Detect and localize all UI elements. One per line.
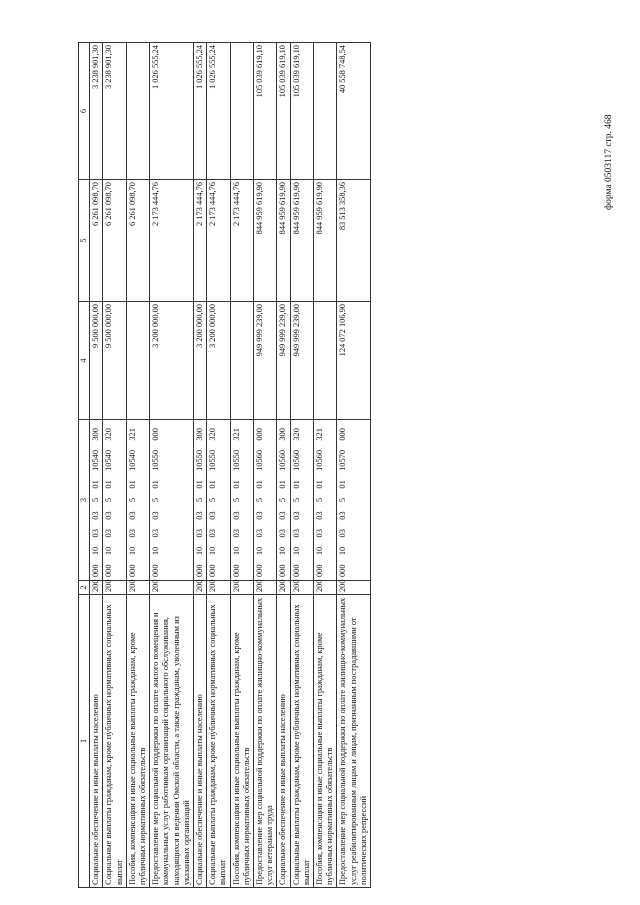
unexecuted-amount-cell: 3 238 901,30 xyxy=(103,43,126,180)
code-segment: 01 xyxy=(208,480,218,489)
approved-amount-cell: 3 200 000,00 xyxy=(207,302,230,420)
unexecuted-amount-cell: 105 039 619,10 xyxy=(254,43,277,180)
code-segment: 5 xyxy=(338,497,348,503)
code-segment: 03 xyxy=(231,511,241,520)
executed-amount-cell: 844 959 619,90 xyxy=(290,180,313,302)
column-header: 1 xyxy=(79,595,90,888)
expense-name-cell: Пособия, компенсации и иные социальные выплаты гражданам, кроме публичных нормативных обязательств xyxy=(314,595,337,888)
code-segment: 10540 xyxy=(91,449,101,471)
code-segment: 03 xyxy=(104,529,114,538)
code-segment: 03 xyxy=(291,511,301,520)
code-segment: 000 xyxy=(315,564,325,577)
code-segment: 03 xyxy=(291,529,301,538)
column-header: 2 xyxy=(79,581,90,595)
unexecuted-amount-cell xyxy=(314,43,337,180)
code-segment: 10540 xyxy=(104,449,114,471)
code-segment: 10 xyxy=(315,546,325,556)
code-segment: 03 xyxy=(104,511,114,520)
code-segment: 000 xyxy=(208,564,218,577)
code-segment: 03 xyxy=(315,511,325,520)
code-segment: 10550 xyxy=(208,449,218,471)
approved-amount-cell: 3 200 000,00 xyxy=(150,302,194,420)
code-segment: 01 xyxy=(278,480,288,489)
line-code-cell: 200 xyxy=(337,581,371,595)
executed-amount-cell: 844 959 619,90 xyxy=(254,180,277,302)
line-code-cell: 200 xyxy=(290,581,313,595)
table-row xyxy=(290,43,313,888)
code-segment: 10 xyxy=(104,546,114,556)
table-row xyxy=(90,43,103,888)
code-segment: 10 xyxy=(91,546,101,556)
table-row xyxy=(207,43,230,888)
budget-classification-code-cell xyxy=(277,420,290,581)
expense-name-cell: Предоставление мер социальной поддержки по оплате жилищно-коммунальных услуг реабилитированным лицам и лицам, признанным пострадавшими от политических репрессий xyxy=(337,595,371,888)
column-header: 5 xyxy=(79,180,90,302)
unexecuted-amount-cell: 1 026 555,24 xyxy=(150,43,194,180)
executed-amount-cell: 6 261 098,70 xyxy=(90,180,103,302)
column-header: 4 xyxy=(79,302,90,420)
budget-classification-code-cell xyxy=(150,420,194,581)
budget-classification-code-cell xyxy=(126,420,149,581)
executed-amount-cell: 2 173 444,76 xyxy=(207,180,230,302)
code-segment: 5 xyxy=(127,497,137,503)
code-segment: 01 xyxy=(255,480,265,489)
budget-classification-code-cell xyxy=(194,420,207,581)
code-segment: 03 xyxy=(315,529,325,538)
code-segment: 03 xyxy=(91,511,101,520)
table-row xyxy=(150,43,194,888)
classification-code xyxy=(292,422,302,577)
code-segment: 000 xyxy=(338,428,348,441)
code-segment: 10 xyxy=(151,546,161,556)
code-segment: 321 xyxy=(315,428,325,441)
budget-classification-code-cell xyxy=(90,420,103,581)
budget-classification-code-cell xyxy=(337,420,371,581)
classification-code xyxy=(91,422,101,577)
expense-name-cell: Пособия, компенсации и иные социальные выплаты гражданам, кроме публичных нормативных обязательств xyxy=(126,595,149,888)
code-segment: 320 xyxy=(208,428,218,441)
code-segment: 000 xyxy=(255,564,265,577)
code-segment: 5 xyxy=(278,497,288,503)
code-segment: 01 xyxy=(127,480,137,489)
code-segment: 10 xyxy=(338,546,348,556)
code-segment: 10 xyxy=(278,546,288,556)
code-segment: 10550 xyxy=(195,449,205,471)
approved-amount-cell: 9 500 000,00 xyxy=(90,302,103,420)
line-code-cell: 200 xyxy=(194,581,207,595)
code-segment: 10560 xyxy=(278,449,288,471)
code-segment: 5 xyxy=(195,497,205,503)
code-segment: 03 xyxy=(338,511,348,520)
code-segment: 5 xyxy=(151,497,161,503)
executed-amount-cell: 844 959 619,90 xyxy=(314,180,337,302)
expense-name-cell: Предоставление мер социальной поддержки по оплате жилищно-коммунальных услуг ветеранам труда xyxy=(254,595,277,888)
executed-amount-cell: 2 173 444,76 xyxy=(150,180,194,302)
unexecuted-amount-cell: 40 558 748,54 xyxy=(337,43,371,180)
unexecuted-amount-cell: 105 039 619,10 xyxy=(290,43,313,180)
code-segment: 10 xyxy=(291,546,301,556)
code-segment: 320 xyxy=(104,428,114,441)
code-segment: 10560 xyxy=(291,449,301,471)
classification-code xyxy=(232,422,242,577)
budget-classification-code-cell xyxy=(314,420,337,581)
table-row xyxy=(103,43,126,888)
approved-amount-cell xyxy=(126,302,149,420)
code-segment: 5 xyxy=(255,497,265,503)
code-segment: 03 xyxy=(231,529,241,538)
classification-code xyxy=(104,422,114,577)
expense-name-cell: Пособия, компенсации и иные социальные выплаты гражданам, кроме публичных нормативных обязательств xyxy=(230,595,253,888)
table-row xyxy=(126,43,149,888)
approved-amount-cell xyxy=(314,302,337,420)
line-code-cell: 200 xyxy=(90,581,103,595)
code-segment: 01 xyxy=(195,480,205,489)
expense-name-cell: Социальные выплаты гражданам, кроме публичных нормативных социальных выплат xyxy=(290,595,313,888)
approved-amount-cell xyxy=(230,302,253,420)
code-segment: 03 xyxy=(278,529,288,538)
code-segment: 320 xyxy=(291,428,301,441)
code-segment: 10570 xyxy=(338,449,348,471)
expense-name-cell: Социальные выплаты гражданам, кроме публичных нормативных социальных выплат xyxy=(207,595,230,888)
code-segment: 01 xyxy=(315,480,325,489)
unexecuted-amount-cell: 1 026 555,24 xyxy=(207,43,230,180)
code-segment: 10 xyxy=(255,546,265,556)
line-code-cell: 200 xyxy=(254,581,277,595)
line-code-cell: 200 xyxy=(314,581,337,595)
code-segment: 03 xyxy=(208,511,218,520)
code-segment: 000 xyxy=(151,564,161,577)
table-row xyxy=(194,43,207,888)
code-segment: 10 xyxy=(127,546,137,556)
code-segment: 300 xyxy=(91,428,101,441)
table-row xyxy=(254,43,277,888)
expense-name-cell: Предоставление мер социальной поддержки по оплате жилого помещения и коммунальных услуг работникам организаций социального обслуживания, находящихся в ведении Омской области, а также гражданам, уволенным из указанных организаций xyxy=(150,595,194,888)
code-segment: 10 xyxy=(231,546,241,556)
code-segment: 03 xyxy=(151,511,161,520)
code-segment: 10560 xyxy=(315,449,325,471)
code-segment: 300 xyxy=(195,428,205,441)
code-segment: 03 xyxy=(278,511,288,520)
approved-amount-cell: 9 500 000,00 xyxy=(103,302,126,420)
column-header: 3 xyxy=(79,420,90,581)
budget-table-rotated xyxy=(78,43,548,888)
code-segment: 03 xyxy=(255,511,265,520)
code-segment: 321 xyxy=(231,428,241,441)
budget-classification-code-cell xyxy=(254,420,277,581)
code-segment: 5 xyxy=(291,497,301,503)
code-segment: 01 xyxy=(104,480,114,489)
code-segment: 03 xyxy=(195,529,205,538)
executed-amount-cell: 6 261 098,70 xyxy=(126,180,149,302)
budget-classification-code-cell xyxy=(290,420,313,581)
unexecuted-amount-cell: 1 026 555,24 xyxy=(194,43,207,180)
code-segment: 5 xyxy=(91,497,101,503)
column-header: 6 xyxy=(79,43,90,180)
code-segment: 01 xyxy=(151,480,161,489)
code-segment: 01 xyxy=(91,480,101,489)
executed-amount-cell: 2 173 444,76 xyxy=(230,180,253,302)
approved-amount-cell: 949 999 239,00 xyxy=(277,302,290,420)
code-segment: 000 xyxy=(291,564,301,577)
code-segment: 10550 xyxy=(231,449,241,471)
expense-name-cell: Социальное обеспечение и иные выплаты населению xyxy=(194,595,207,888)
code-segment: 000 xyxy=(127,564,137,577)
classification-code xyxy=(195,422,205,577)
classification-code xyxy=(278,422,288,577)
line-code-cell: 200 xyxy=(230,581,253,595)
budget-classification-code-cell xyxy=(103,420,126,581)
table-row xyxy=(230,43,253,888)
code-segment: 000 xyxy=(151,428,161,441)
form-reference: форма 0503117 стр. 468 xyxy=(604,114,614,210)
classification-code xyxy=(338,422,348,577)
code-segment: 321 xyxy=(127,428,137,441)
budget-classification-code-cell xyxy=(207,420,230,581)
code-segment: 5 xyxy=(104,497,114,503)
approved-amount-cell: 949 999 239,00 xyxy=(290,302,313,420)
code-segment: 000 xyxy=(231,564,241,577)
code-segment: 000 xyxy=(338,564,348,577)
executed-amount-cell: 83 513 358,36 xyxy=(337,180,371,302)
code-segment: 000 xyxy=(255,428,265,441)
code-segment: 03 xyxy=(91,529,101,538)
code-segment: 10540 xyxy=(127,449,137,471)
table-body xyxy=(90,43,371,888)
code-segment: 03 xyxy=(151,529,161,538)
code-segment: 01 xyxy=(338,480,348,489)
code-segment: 5 xyxy=(315,497,325,503)
budget-classification-code-cell xyxy=(230,420,253,581)
unexecuted-amount-cell: 3 238 901,30 xyxy=(90,43,103,180)
code-segment: 000 xyxy=(104,564,114,577)
executed-amount-cell: 844 959 619,90 xyxy=(277,180,290,302)
code-segment: 10560 xyxy=(255,449,265,471)
unexecuted-amount-cell xyxy=(230,43,253,180)
expense-name-cell: Социальное обеспечение и иные выплаты населению xyxy=(277,595,290,888)
code-segment: 03 xyxy=(338,529,348,538)
code-segment: 10 xyxy=(195,546,205,556)
code-segment: 000 xyxy=(278,564,288,577)
classification-code xyxy=(128,422,138,577)
table-row xyxy=(337,43,371,888)
line-code-cell: 200 xyxy=(277,581,290,595)
code-segment: 01 xyxy=(291,480,301,489)
line-code-cell: 200 xyxy=(150,581,194,595)
code-segment: 300 xyxy=(278,428,288,441)
classification-code xyxy=(315,422,325,577)
approved-amount-cell: 3 200 000,00 xyxy=(194,302,207,420)
executed-amount-cell: 6 261 098,70 xyxy=(103,180,126,302)
code-segment: 5 xyxy=(208,497,218,503)
code-segment: 000 xyxy=(91,564,101,577)
line-code-cell: 200 xyxy=(103,581,126,595)
code-segment: 03 xyxy=(127,529,137,538)
executed-amount-cell: 2 173 444,76 xyxy=(194,180,207,302)
table-row xyxy=(314,43,337,888)
classification-code xyxy=(255,422,265,577)
line-code-cell: 200 xyxy=(207,581,230,595)
expense-name-cell: Социальное обеспечение и иные выплаты населению xyxy=(90,595,103,888)
column-number-row xyxy=(79,43,90,888)
line-code-cell: 200 xyxy=(126,581,149,595)
approved-amount-cell: 949 999 239,00 xyxy=(254,302,277,420)
code-segment: 5 xyxy=(231,497,241,503)
code-segment: 03 xyxy=(127,511,137,520)
classification-code xyxy=(208,422,218,577)
code-segment: 10550 xyxy=(151,449,161,471)
approved-amount-cell: 124 072 106,90 xyxy=(337,302,371,420)
code-segment: 10 xyxy=(208,546,218,556)
table-row xyxy=(277,43,290,888)
code-segment: 000 xyxy=(195,564,205,577)
budget-expenses-table xyxy=(78,42,371,888)
unexecuted-amount-cell: 105 039 619,10 xyxy=(277,43,290,180)
unexecuted-amount-cell xyxy=(126,43,149,180)
code-segment: 03 xyxy=(208,529,218,538)
classification-code xyxy=(151,422,161,577)
expense-name-cell: Социальные выплаты гражданам, кроме публичных нормативных социальных выплат xyxy=(103,595,126,888)
code-segment: 03 xyxy=(255,529,265,538)
code-segment: 03 xyxy=(195,511,205,520)
code-segment: 01 xyxy=(231,480,241,489)
